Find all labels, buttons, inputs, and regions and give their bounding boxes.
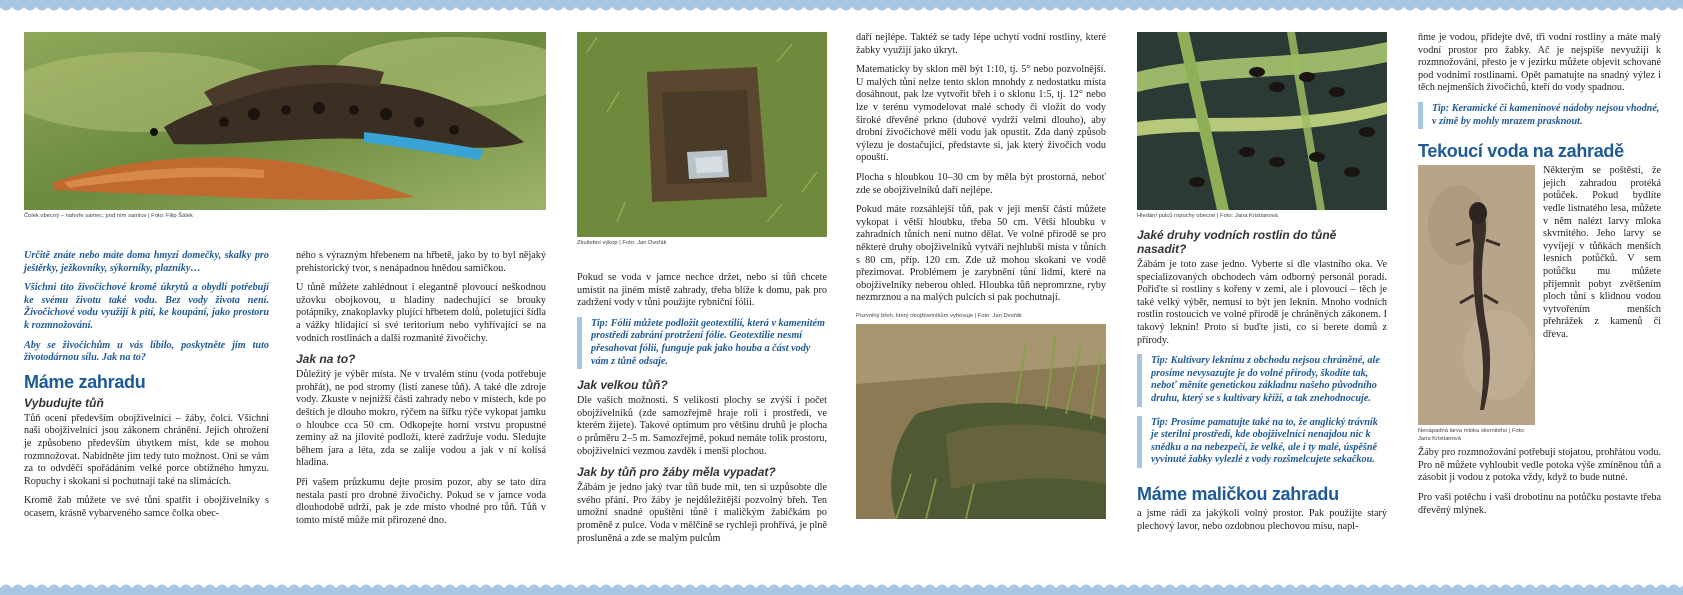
subheading-jak-by-tun-mela-vypadat: Jak by tůň pro žáby měla vypadat? <box>577 465 776 480</box>
column-4 <box>856 32 1106 519</box>
paragraph: Žábám je jedno jaký tvar tůň bude mít, ten si uzpůsobte dle svého přání. Pro žáby je nejdůležitější pozvolný břeh. Ten umožní snadné opuštění tůně i maličkým žabičkám po proměně z pulce. Voda v mělčině se rychleji prohřívá, je plně prosluněná a zde se malým pulcům <box>577 482 827 544</box>
photo-salamander-larva <box>1418 165 1535 425</box>
tip-lekniny: Tip: Kultivary leknínu z obchodu nejsou chráněné, ale prosíme nevysazujte je do volné přírody, škodíte tak, neboť měníte genetickou základnu našeho původního druhu, který se s kultivary kříží, a tak znehodnocuje. <box>1137 354 1387 406</box>
photo-shallow-bank <box>856 324 1106 519</box>
column-1b <box>296 250 546 534</box>
intro-paragraph-2: Všichni tito živočichové kromě úkrytů a obydlí potřebují ke svému životu také vodu. Bez vody života není. Živočichové vodu využijí k pití, ke koupání, jako prostoru k rozmnožování. <box>24 282 269 331</box>
subheading-jak-velkou-tun: Jak velkou tůň? <box>577 378 668 393</box>
brochure-spread <box>0 22 1683 577</box>
paragraph: Žábám je toto zase jedno. Vyberte si dle vlastního oka. Ve specializovaných obchodech vám odborný personál poradí. Pořiďte si rostliny s kořeny v zemi, ale i plovoucí – těch je také velký výběr, nemusí to být jen leknín. Mnoho vodních rostlin rostoucích ve volné přírodě je chráněných zákonem. I takový leknín! Proto si buďte jisti, co si berete domů z přírody. <box>1137 259 1387 346</box>
caption-newts: Čolek obecný – nahoře samec, pod ním samice | Foto: Filip Šálek <box>24 213 193 219</box>
subheading-jake-druhy-rostlin: Jaké druhy vodních rostlin do tůně nasadit? <box>1137 228 1337 256</box>
paragraph: Pokud máte rozsáhlejší tůň, pak v její menší části můžete vykopat i větší hloubku, třeba 50 cm. Větší hloubku v zahradních tůních není nutno dělat. Ve volné přírodě se pro některé druhy obojživelníků vytváří nejhlubší místa v tůních s 80 cm, příp. 120 cm. Zde už mohou skokani ve vodě přezimovat. Problémem je zarybnění tůní lidmi, které na obojživelníky neberou ohled. Hloubka tůň nepromrzne, ryby nezmrznou a na malých pulcích si pak pochutnají. <box>856 204 1106 304</box>
paragraph: Pokud se voda v jamce nechce držet, nebo si tůň chcete umístit na jiném místě zahrady, třeba blíže k domu, pak pro zadržení vody v tůni použijte rybniční fólii. <box>577 272 827 309</box>
tip-keramicke-nadoby: Tip: Keramické či kameninové nádoby nejsou vhodné, v zimě by mohly mrazem prasknout. <box>1418 102 1661 129</box>
heading-tekouci-voda: Tekoucí voda na zahradě <box>1418 141 1624 162</box>
column-1 <box>24 32 546 526</box>
paragraph: Plocha s hloubkou 10–30 cm by měla být prostorná, neboť zde se obojživelníků daří nejlépe. <box>856 171 1106 196</box>
paragraph: Při vašem průzkumu dejte prosím pozor, aby se tato díra nestala pastí pro drobné živočichy. Pokud se v jamce voda dlouhodobě udrží, pak je zde místo vhodné pro tůň. Tůň v tomto místě může mít přirozené dno. <box>296 476 546 526</box>
heading-mame-zahradu: Máme zahradu <box>24 371 146 392</box>
subheading-jak-na-to: Jak na to? <box>296 352 356 367</box>
paragraph: Matematicky by sklon měl být 1:10, tj. 5° nebo pozvolnější. U malých tůní nelze tento sklon mnohdy z nedostatku místa dosáhnout, pak lze vytvořit břeh i o sklonu 1:5, tj. 12° nebo lze v terénu vymodelovat malé schody či vložit do vody široké dřevěné prkno (dubové vydrží velmi dlouho), aby drobní živočichové měli vodu jak opustit. Zda daný způsob výlezu je dostačující, představte si, jak který živočich vodu opouští. <box>856 64 1106 164</box>
paragraph: U tůně můžete zahlédnout i elegantně plovoucí neškodnou užovku obojkovou, u hladiny nadechující se brouky potápníky, znakoplavky plující hřbetem dolů, poletující šídla a vážky hlídající si své teritorium nebo vyhřívající se na vodních rostlinách a další rozmanité živočichy. <box>296 282 546 344</box>
larva-photo-block <box>1418 165 1535 447</box>
paragraph: Tůň ocení především obojživelníci – žáby, čolci. Všichni naši obojživelníci jsou zákonem chránění. Jejich ohrožení je způsobeno především úbytkem míst, kde se mohou rozmnožovat. Nabídněte jim tedy tuto možnost. Oni se vám za to odvděčí spořádáním velké porce obtížného hmyzu. Ropuchy i skokani si pochutnají také na slimácích. <box>24 412 269 487</box>
paragraph: Kromě žab můžete ve své tůni spatřit i obojživelníky s ocasem, krásně vybarveného samce čolka obec- <box>24 495 269 519</box>
top-wave-border <box>0 0 1683 16</box>
caption-larva: Nenápadná larva mloka skvrnitého | Foto: Jana Kristianová <box>1418 428 1526 443</box>
paragraph: a jsme rádi za jakýkoli volný prostor. Pak použijte starý plechový lavor, nebo ozdobnou plechovou mísu, napl- <box>1137 507 1387 532</box>
tip-geotextile: Tip: Fólii můžete podložit geotextilií, která v kamenitém prostředí zabrání protržení fólie. Geotextilie nesmí přesahovat fólii, funguje pak jako houba a část vody vám z tůně odsaje. <box>577 317 827 369</box>
column-5-text <box>1137 228 1387 533</box>
paragraph: Žáby pro rozmnožování potřebují stojatou, prohřátou vodu. Pro ně můžete vyhloubit vedle potoka výše zmíněnou tůň a zásobit ji vodou z potoka vždy, když to bude nutné. <box>1418 447 1661 484</box>
paragraph: Důležitý je výběr místa. Ne v trvalém stínu (voda potřebuje prohřát), ne pod stromy (listí zanese tůň). A také dle zdroje vody. Zkuste v nejnižší části zahrady nebo v místech, kde po deštích je dlouho mokro, rýčem na šířku rýče vykopat jamku o hloubce cca 50 cm. Odkopejte horní vrstvu propustné zeminy až na jílovité podloží, které zadržuje vodu. Sledujte během jara a léta, zda se zalije vodou a jak v ní kolísá hladina. <box>296 369 546 469</box>
intro-paragraph-1: Určitě znáte nebo máte doma hmyzí domečky, skalky pro ještěrky, ježkovníky, sýkorníky, plazníky… <box>24 250 269 274</box>
paragraph: daří nejlépe. Taktéž se tady lépe uchytí vodní rostliny, které žabky využijí jako úkryt. <box>856 32 1106 56</box>
intro-paragraph-3: Aby se živočichům u vás líbilo, poskytněte jim tuto životodárnou sílu. Jak na to? <box>24 339 269 364</box>
bottom-wave-border <box>0 579 1683 595</box>
photo-newts <box>24 32 546 210</box>
paragraph: Pro vaši potěchu i vaši drobotinu na potůčku postavte třeba dřevěný mlýnek. <box>1418 491 1661 516</box>
heading-mame-malickou-zahradu: Máme maličkou zahradu <box>1137 483 1339 504</box>
subheading-vybudujte-tun: Vybudujte tůň <box>24 395 104 410</box>
paragraph: Některým se poštěstí, že jejich zahradou protéká potůček. Pokud bydlíte vedle listnatého lesa, můžete v něm nalézt larvy mloka skvrnitého. Jeho larvy se vyvíjejí v tůňkách menších lesních potůčků. V sem potůčku mu můžete přijemnit pobyt zvětšením ploch tůní s klidnou vodou vytvořením menších přehrážek z kamenů či dřeva. <box>1543 165 1661 340</box>
paragraph: ného s výrazným hřebenem na hřbetě, jako by to byl nějaký prehistorický tvor, s nenápadnou hnědou samičkou. <box>296 250 546 274</box>
column-3-text <box>577 272 827 552</box>
paragraph: ňme je vodou, přidejte dvě, tři vodní rostliny a máte malý vodní prostor pro žabky. Ač je nejspíše nevyužijí k rozmnožování, přesto je v jezírku můžete objevit schované pod vodními rostlinami. Opět pamatujte na snadný výlez i těch nejmenších živočichů, kteří do vody spadnou. <box>1418 32 1661 94</box>
caption-bank: Pozvolný břeh, který obojživelníkům vyhovuje | Foto: Jan Dvořák <box>856 312 1022 319</box>
column-6 <box>1418 32 1661 524</box>
photo-toad-tadpoles <box>1137 32 1387 210</box>
tip-travnik: Tip: Prosíme pamatujte také na to, že anglický trávník je sterilní prostředí, kde obojživelníci nenajdou nic k snědku a na nebezpečí, že velké, ale i ty malé, úspěšně vyvinuté žabky vylezlé z vody rozšmelcujete sekačkou. <box>1137 416 1387 468</box>
caption-toad-tadpoles: Hledání pulců ropuchy obecné | Foto: Jana Kristianová <box>1137 213 1278 219</box>
column-3 <box>577 32 827 544</box>
column-1a <box>24 250 269 528</box>
column-5 <box>1137 32 1387 540</box>
caption-test-pit: Zkušební výkop | Foto: Jan Dvořák <box>577 240 667 246</box>
photo-test-pit <box>577 32 827 237</box>
larva-section <box>1418 165 1661 447</box>
paragraph: Dle vašich možností. S velikostí plochy se zvýší i počet obojživelníků (zde samozřejmě hraje roli i prostředí, ve kterém žijete). Takové optimum pro většinu druhů je plocha o průměru 2–5 m. Samozřejmě, pokud nemáte tolik prostoru, obojživelníci vezmou zavděk i menší plochou. <box>577 395 827 457</box>
